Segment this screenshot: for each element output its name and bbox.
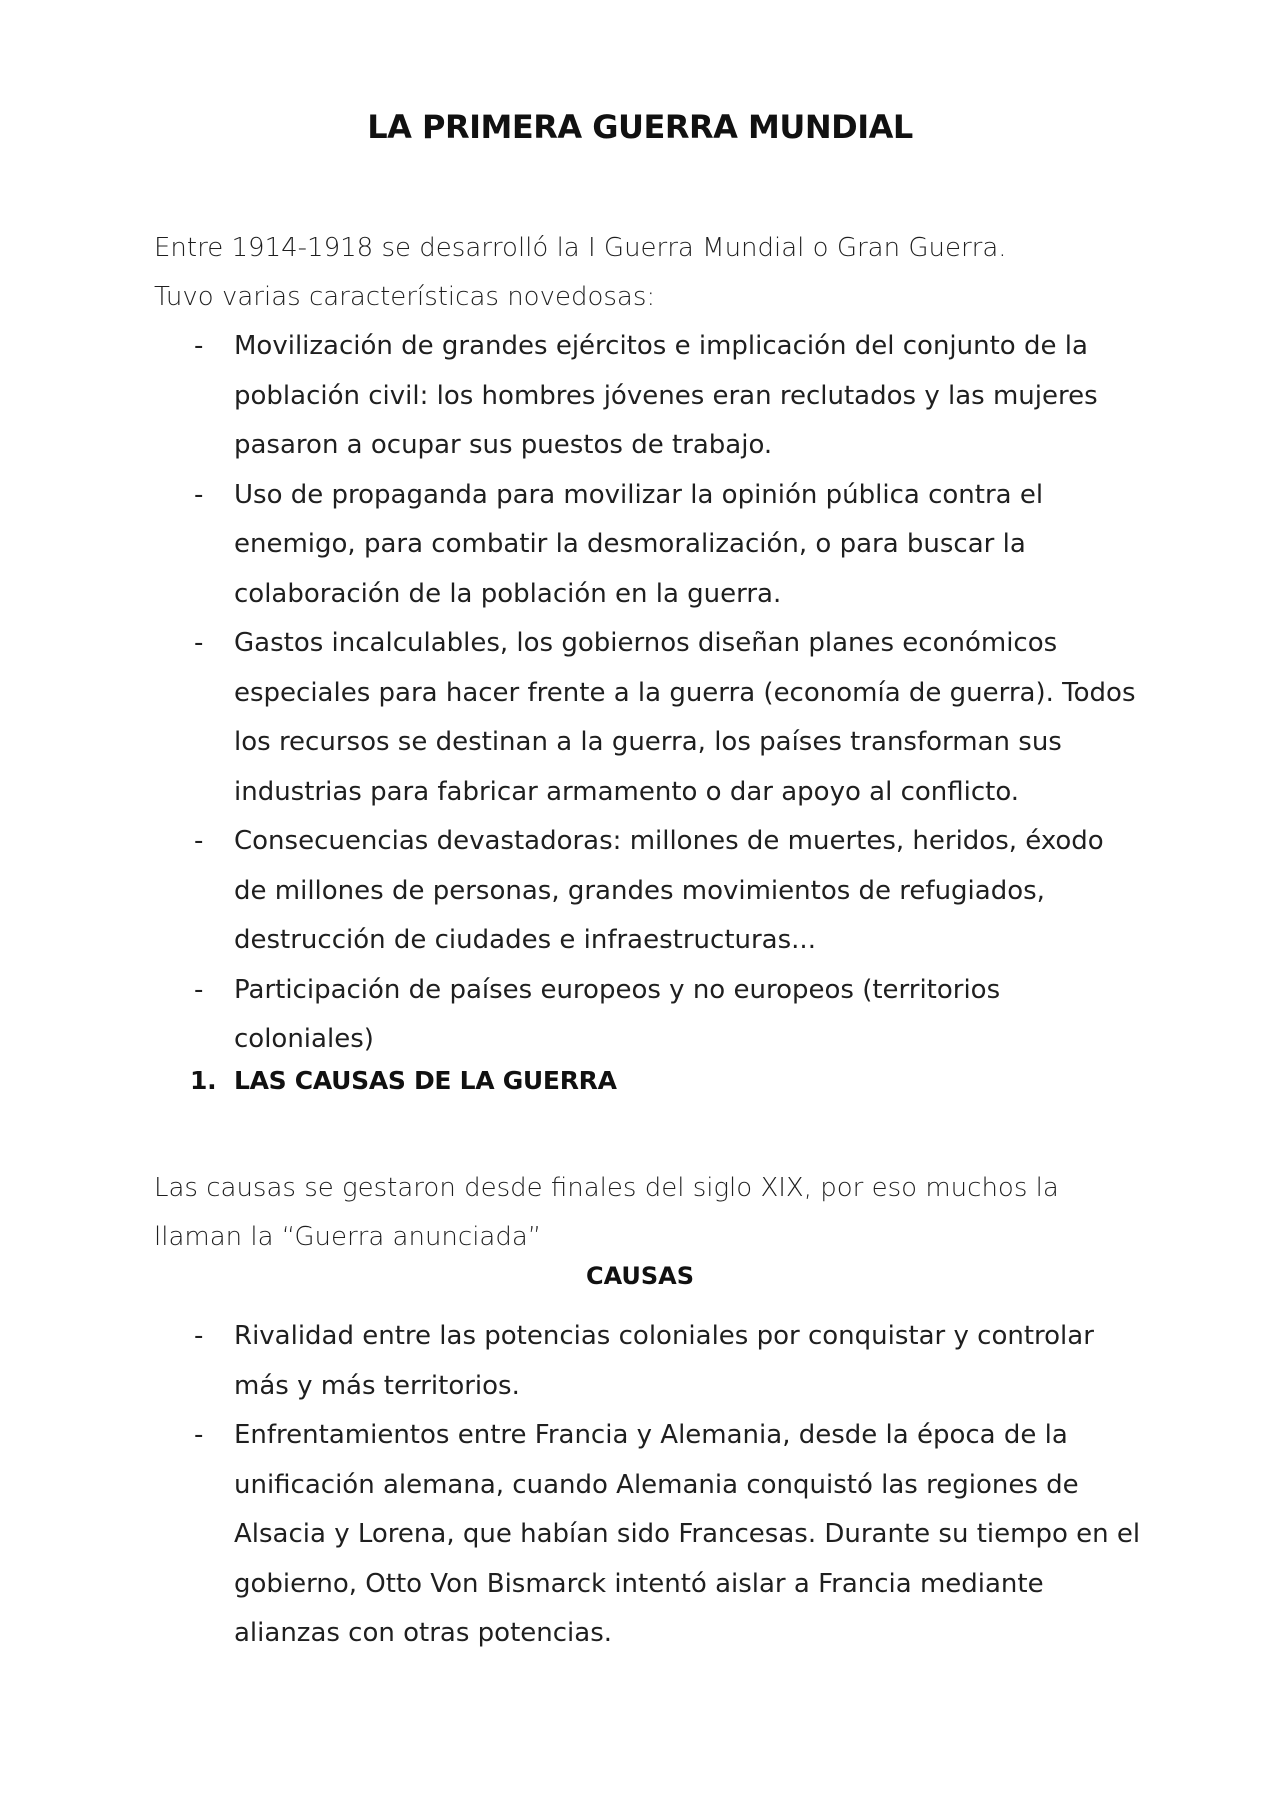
dash-bullet: -	[194, 826, 204, 856]
causes-intro-paragraph: Las causas se gestaron desde finales del siglo XIX, por eso muchos la llaman la “Guerra anunciada”	[154, 1173, 1059, 1252]
section-title: LAS CAUSAS DE LA GUERRA	[234, 1066, 617, 1095]
dash-bullet: -	[194, 974, 204, 1005]
list-item-text: Uso de propaganda para movilizar la opinión pública contra el enemigo, para combatir la desmoralización, o para buscar la colaboración de la población en la guerra.	[234, 479, 1044, 609]
intro-paragraph	[154, 224, 1134, 322]
list-item-text: Consecuencias devastadoras: millones de muertes, heridos, éxodo de millones de personas, grandes movimientos de refugiados, destrucción de ciudades e infraestructuras...	[234, 826, 1104, 955]
dash-bullet: -	[194, 628, 204, 658]
list-item	[154, 1312, 1144, 1411]
causes-list	[154, 1312, 1144, 1659]
dash-bullet: -	[194, 1420, 204, 1450]
list-item	[154, 471, 1144, 620]
section-number: 1.	[190, 1066, 217, 1095]
list-item	[154, 817, 1144, 966]
intro-line-2: Tuvo varias características novedosas:	[154, 282, 656, 312]
section-heading	[190, 1066, 617, 1095]
list-item	[154, 619, 1144, 817]
causes-subheading: CAUSAS	[585, 1262, 695, 1290]
list-item-text: Rivalidad entre las potencias coloniales por conquistar y controlar más y más territorios.	[234, 1321, 1094, 1401]
dash-bullet: -	[194, 479, 204, 510]
dash-bullet: -	[194, 331, 204, 361]
list-item	[154, 966, 1144, 1065]
list-item	[154, 322, 1144, 471]
page-title: LA PRIMERA GUERRA MUNDIAL	[367, 108, 913, 146]
dash-bullet: -	[194, 1321, 204, 1351]
list-item-text: Participación de países europeos y no europeos (territorios coloniales)	[234, 974, 1001, 1054]
list-item	[154, 1411, 1144, 1659]
characteristics-list	[154, 322, 1144, 1065]
intro-line-1: Entre 1914-1918 se desarrolló la I Guerra Mundial o Gran Guerra.	[154, 233, 1007, 263]
list-item-text: Movilización de grandes ejércitos e implicación del conjunto de la población civil: los hombres jóvenes eran reclutados y las mujeres pasaron a ocupar sus puestos de trabajo.	[234, 331, 1098, 460]
list-item-text: Gastos incalculables, los gobiernos diseñan planes económicos especiales para hacer frente a la guerra (economía de guerra). Todos los recursos se destinan a la guerra, los países transforman sus industrias para fabricar armamento o dar apoyo al conflicto.	[234, 628, 1136, 807]
list-item-text: Enfrentamientos entre Francia y Alemania, desde la época de la unificación alemana, cuando Alemania conquistó las regiones de Alsacia y Lorena, que habían sido Francesas. Durante su tiempo en el gobierno, Otto Von Bismarck intentó aislar a Francia mediante alianzas con otras potencias.	[234, 1420, 1141, 1648]
